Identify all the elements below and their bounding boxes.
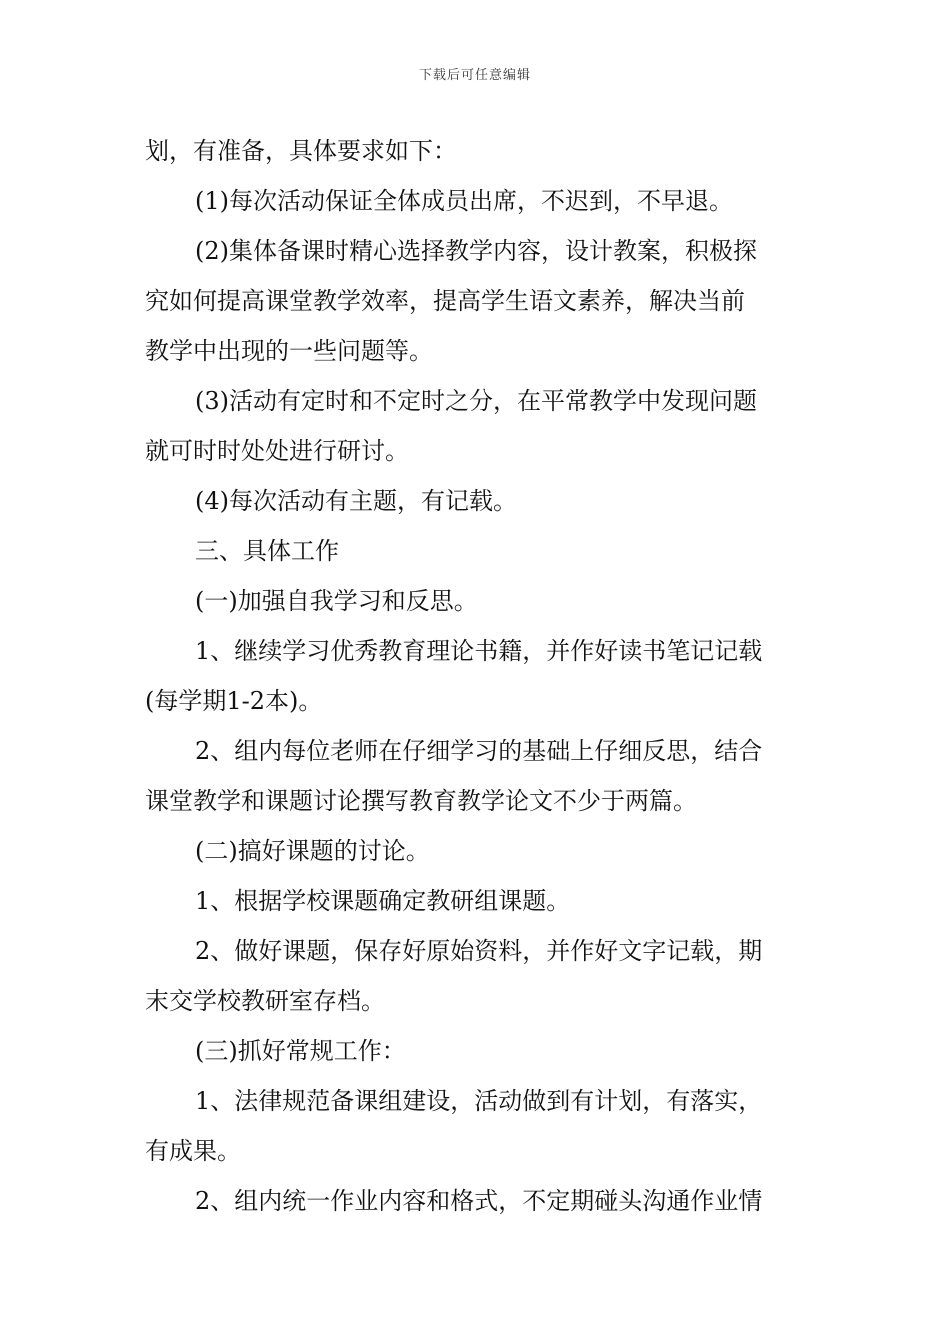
text-line: 1、继续学习优秀教育理论书籍，并作好读书笔记记载 — [195, 637, 763, 665]
text-line: (3)活动有定时和不定时之分，在平常教学中发现问题 — [195, 387, 757, 415]
subsection-heading: (一)加强自我学习和反思。 — [195, 587, 478, 615]
section-heading: 三、具体工作 — [195, 537, 339, 565]
text-line: (每学期1-2本)。 — [145, 687, 323, 715]
text-line: 就可时时处处进行研讨。 — [145, 437, 409, 465]
page-header: 下载后可任意编辑 — [418, 68, 531, 83]
text-line: 有成果。 — [145, 1137, 241, 1165]
text-line: 课堂教学和课题讨论撰写教育教学论文不少于两篇。 — [145, 787, 697, 815]
text-line: 2、组内每位老师在仔细学习的基础上仔细反思，结合 — [195, 737, 763, 765]
text-line: 1、法律规范备课组建设，活动做到有计划，有落实， — [195, 1087, 763, 1115]
text-line: 2、组内统一作业内容和格式，不定期碰头沟通作业情 — [195, 1187, 763, 1215]
text-line: 末交学校教研室存档。 — [145, 987, 385, 1015]
text-line: 究如何提高课堂教学效率，提高学生语文素养，解决当前 — [145, 287, 745, 315]
document-body — [145, 126, 810, 1226]
subsection-heading: (二)搞好课题的讨论。 — [195, 837, 430, 865]
text-line: (2)集体备课时精心选择教学内容，设计教案，积极探 — [195, 237, 757, 265]
text-line: 划，有准备，具体要求如下： — [145, 137, 457, 165]
text-line: (1)每次活动保证全体成员出席，不迟到，不早退。 — [195, 187, 733, 215]
text-line: 1、根据学校课题确定教研组课题。 — [195, 887, 571, 915]
subsection-heading: (三)抓好常规工作： — [195, 1037, 406, 1065]
text-line: (4)每次活动有主题，有记载。 — [195, 487, 517, 515]
text-line: 2、做好课题，保存好原始资料，并作好文字记载，期 — [195, 937, 763, 965]
text-line: 教学中出现的一些问题等。 — [145, 337, 433, 365]
